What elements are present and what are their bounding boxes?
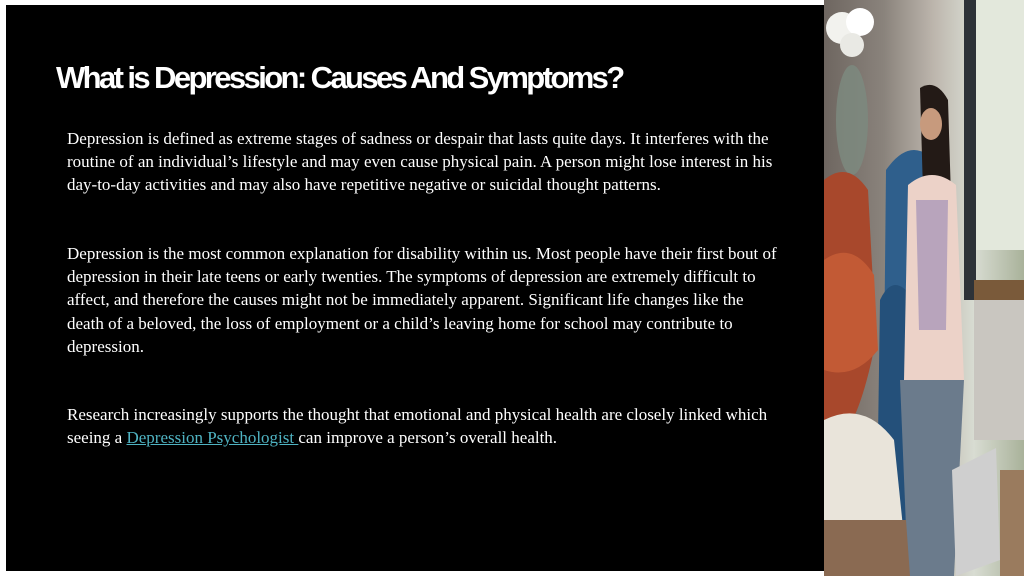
- paragraph-research: [67, 403, 777, 449]
- therapy-session-photo: [824, 0, 1024, 576]
- paragraph-common-cause: Depression is the most common explanation for disability within us. Most people have their first bout of depression in their late teens or early twenties. The symptoms of depression are extremely difficult to affect, and therefore the causes might not be immediately apparent. Significant life changes like the death of a beloved, the loss of employment or a child’s leaving home for school may contribute to depression.: [67, 244, 777, 356]
- slide-bottom-border: [0, 571, 824, 576]
- paragraph-research-outro: can improve a person’s overall health.: [298, 428, 558, 448]
- slide-panel: [6, 5, 824, 571]
- therapy-session-illustration: [824, 0, 1024, 576]
- paragraph-research-intro: Research increasingly supports the thought that emotional and physical health are closely linked which seeing a: [67, 405, 768, 448]
- depression-psychologist-link[interactable]: Depression Psychologist: [126, 428, 299, 448]
- slide-title: What is Depression: Causes And Symptoms?: [56, 60, 623, 95]
- paragraph-definition: Depression is defined as extreme stages of sadness or despair that lasts quite days. It interferes with the routine of an individual’s lifestyle and may even cause physical pain. A person might lose interest in his day-to-day activities and may also have repetitive negative or suicidal thought patterns.: [67, 129, 773, 195]
